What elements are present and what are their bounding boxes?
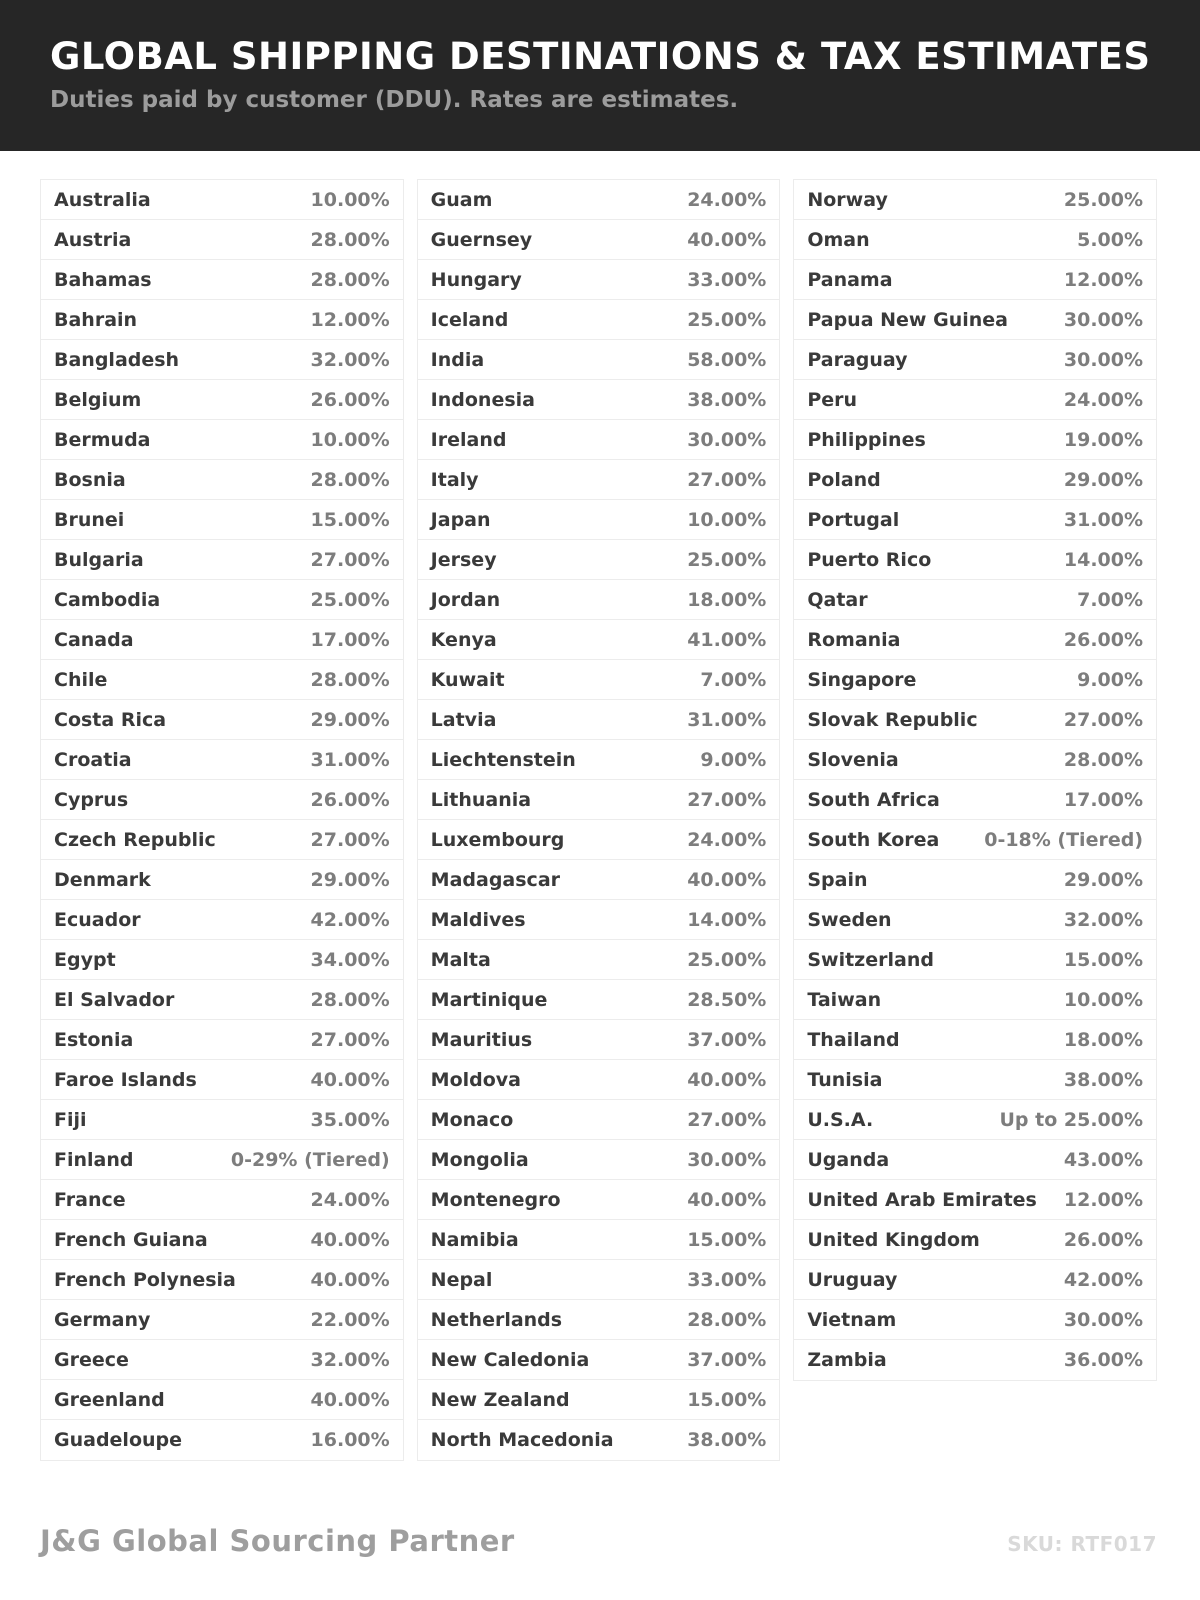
rate-row: [418, 1220, 780, 1260]
country-name: Qatar: [807, 588, 868, 611]
tax-rate: 40.00%: [310, 1388, 390, 1411]
country-name: Bulgaria: [54, 548, 144, 571]
rate-row: [794, 540, 1156, 580]
rate-row: [418, 1420, 780, 1460]
rate-row: [41, 300, 403, 340]
country-name: French Guiana: [54, 1228, 208, 1251]
rate-row: [418, 1380, 780, 1420]
rate-row: [41, 1340, 403, 1380]
rate-row: [418, 180, 780, 220]
country-name: Italy: [430, 468, 479, 491]
country-name: Netherlands: [430, 1308, 563, 1331]
rate-row: [794, 860, 1156, 900]
tax-rate: 29.00%: [1063, 868, 1144, 891]
rate-row: [794, 460, 1156, 500]
country-name: Indonesia: [430, 388, 535, 411]
country-name: Oman: [807, 228, 870, 251]
tax-rate: 10.00%: [310, 428, 390, 451]
tax-rate: 40.00%: [310, 1228, 390, 1251]
country-name: Romania: [807, 628, 901, 651]
tax-rate: 37.00%: [687, 1348, 767, 1371]
tax-rate: 40.00%: [687, 1188, 767, 1211]
tax-rate: 0-29% (Tiered): [230, 1148, 390, 1171]
country-name: Cyprus: [54, 788, 129, 811]
country-name: Egypt: [54, 948, 116, 971]
tax-rate: 10.00%: [687, 508, 767, 531]
rate-row: [418, 260, 780, 300]
country-name: El Salvador: [54, 988, 175, 1011]
tax-rate: 5.00%: [1077, 228, 1144, 251]
country-name: Bahrain: [54, 308, 138, 331]
country-name: Uganda: [807, 1148, 890, 1171]
country-name: Cambodia: [54, 588, 161, 611]
country-name: Slovak Republic: [807, 708, 978, 731]
rate-row: [418, 540, 780, 580]
country-name: Tunisia: [807, 1068, 883, 1091]
rate-row: [418, 220, 780, 260]
rate-row: [41, 260, 403, 300]
country-name: Germany: [54, 1308, 151, 1331]
tax-rate: 58.00%: [687, 348, 767, 371]
tax-rate: 19.00%: [1063, 428, 1144, 451]
tax-rate: 10.00%: [310, 188, 390, 211]
tax-rate: 12.00%: [1063, 268, 1144, 291]
tax-rate: 27.00%: [687, 1108, 767, 1131]
rate-row: [41, 540, 403, 580]
country-name: U.S.A.: [807, 1108, 874, 1131]
rate-row: [418, 1180, 780, 1220]
rate-row: [418, 700, 780, 740]
tax-rate: 25.00%: [1063, 188, 1144, 211]
rate-row: [41, 980, 403, 1020]
tax-rate: 43.00%: [1063, 1148, 1144, 1171]
country-name: Bahamas: [54, 268, 152, 291]
rate-row: [418, 340, 780, 380]
tax-rate: 15.00%: [687, 1228, 767, 1251]
country-name: Portugal: [807, 508, 900, 531]
rate-row: [794, 580, 1156, 620]
country-name: Bangladesh: [54, 348, 180, 371]
tax-rate: 38.00%: [687, 1429, 767, 1451]
tax-rate: 28.00%: [310, 228, 390, 251]
country-name: United Arab Emirates: [807, 1188, 1037, 1211]
tax-rate: 28.00%: [310, 668, 390, 691]
country-name: Namibia: [430, 1228, 519, 1251]
tax-rate: 24.00%: [687, 188, 767, 211]
country-name: Madagascar: [430, 868, 561, 891]
rate-row: [794, 220, 1156, 260]
country-name: Moldova: [430, 1068, 522, 1091]
tax-rate: 30.00%: [1063, 308, 1144, 331]
rate-row: [794, 380, 1156, 420]
rate-row: [794, 980, 1156, 1020]
tax-rate: 17.00%: [1063, 788, 1144, 811]
rate-row: [794, 420, 1156, 460]
rate-row: [41, 940, 403, 980]
rate-row: [418, 1340, 780, 1380]
country-name: Costa Rica: [54, 708, 167, 731]
tax-rate: 40.00%: [687, 228, 767, 251]
tax-rate: 30.00%: [687, 428, 767, 451]
tax-rate: 25.00%: [687, 308, 767, 331]
rate-row: [418, 1260, 780, 1300]
rate-row: [41, 780, 403, 820]
country-name: Faroe Islands: [54, 1068, 197, 1091]
tax-rate: 9.00%: [1077, 668, 1144, 691]
tax-rate: 14.00%: [687, 908, 767, 931]
tax-rate: 38.00%: [687, 388, 767, 411]
rate-row: [794, 1140, 1156, 1180]
tax-rate: 26.00%: [310, 788, 390, 811]
tax-rate: 33.00%: [687, 268, 767, 291]
country-name: Guam: [430, 188, 493, 211]
country-name: Canada: [54, 628, 134, 651]
tax-rate: 18.00%: [1063, 1028, 1144, 1051]
country-name: Estonia: [54, 1028, 134, 1051]
rate-row: [41, 500, 403, 540]
tax-rate: 35.00%: [310, 1108, 390, 1131]
rate-row: [418, 900, 780, 940]
rate-row: [418, 780, 780, 820]
rate-row: [794, 1260, 1156, 1300]
rate-row: [794, 660, 1156, 700]
tax-rate: 18.00%: [687, 588, 767, 611]
rate-row: [794, 1300, 1156, 1340]
country-name: Belgium: [54, 388, 142, 411]
country-name: Czech Republic: [54, 828, 216, 851]
tax-rate: 28.00%: [310, 988, 390, 1011]
tax-rate: 16.00%: [310, 1429, 390, 1451]
sku-label: SKU: RTF017: [1007, 1532, 1157, 1556]
country-name: Zambia: [807, 1349, 887, 1371]
rate-row: [794, 180, 1156, 220]
tax-rate: 15.00%: [310, 508, 390, 531]
tax-rate: 27.00%: [310, 548, 390, 571]
country-name: Montenegro: [430, 1188, 561, 1211]
rate-row: [41, 1100, 403, 1140]
tax-rate: 25.00%: [687, 548, 767, 571]
country-name: Brunei: [54, 508, 125, 531]
rate-row: [794, 260, 1156, 300]
tax-rate: 27.00%: [687, 468, 767, 491]
rate-row: [41, 860, 403, 900]
country-name: Singapore: [807, 668, 917, 691]
tax-rate: 24.00%: [310, 1188, 390, 1211]
tax-rate: 40.00%: [310, 1268, 390, 1291]
page-title: GLOBAL SHIPPING DESTINATIONS & TAX ESTIMATES: [50, 35, 1151, 78]
header-banner: [0, 0, 1200, 151]
rate-row: [794, 620, 1156, 660]
country-name: Iceland: [430, 308, 509, 331]
rate-row: [41, 740, 403, 780]
country-name: North Macedonia: [430, 1429, 614, 1451]
country-name: Latvia: [430, 708, 497, 731]
rates-column-2: [417, 179, 781, 1461]
country-name: South Korea: [807, 828, 940, 851]
tax-rate: 42.00%: [1063, 1268, 1144, 1291]
country-name: Thailand: [807, 1028, 900, 1051]
tax-rate: 12.00%: [1063, 1188, 1144, 1211]
rate-row: [418, 620, 780, 660]
country-name: Malta: [430, 948, 491, 971]
rate-row: [794, 1220, 1156, 1260]
country-name: Vietnam: [807, 1308, 897, 1331]
rate-row: [41, 1380, 403, 1420]
rate-row: [41, 700, 403, 740]
rate-row: [41, 1180, 403, 1220]
country-name: Bermuda: [54, 428, 151, 451]
tax-rate: 40.00%: [310, 1068, 390, 1091]
tax-rate: 31.00%: [1063, 508, 1144, 531]
rate-row: [41, 420, 403, 460]
rate-row: [41, 1220, 403, 1260]
rate-row: [41, 1060, 403, 1100]
tax-rate: 12.00%: [310, 308, 390, 331]
rate-row: [794, 700, 1156, 740]
tax-rate: 32.00%: [1063, 908, 1144, 931]
footer: [40, 1524, 1157, 1558]
page-subtitle: Duties paid by customer (DDU). Rates are estimates.: [50, 86, 739, 113]
country-name: Fiji: [54, 1108, 87, 1131]
rate-row: [418, 1300, 780, 1340]
country-name: French Polynesia: [54, 1268, 236, 1291]
tax-rate: 40.00%: [687, 868, 767, 891]
tax-rate: 24.00%: [1063, 388, 1144, 411]
country-name: Monaco: [430, 1108, 514, 1131]
tax-rate: 25.00%: [687, 948, 767, 971]
country-name: Slovenia: [807, 748, 899, 771]
tax-rate: 26.00%: [1063, 1228, 1144, 1251]
rate-row: [41, 380, 403, 420]
country-name: Maldives: [430, 908, 526, 931]
rate-row: [794, 1340, 1156, 1380]
tax-rate: 29.00%: [1063, 468, 1144, 491]
country-name: Spain: [807, 868, 868, 891]
tax-rate: 0-18% (Tiered): [984, 828, 1144, 851]
country-name: Hungary: [430, 268, 522, 291]
rate-row: [418, 860, 780, 900]
rates-table: [40, 179, 1157, 1461]
rate-row: [41, 900, 403, 940]
rate-row: [41, 180, 403, 220]
country-name: Nepal: [430, 1268, 493, 1291]
country-name: Paraguay: [807, 348, 908, 371]
rate-row: [794, 900, 1156, 940]
tax-rate: 28.50%: [687, 988, 767, 1011]
rate-row: [794, 940, 1156, 980]
country-name: Papua New Guinea: [807, 308, 1008, 331]
country-name: India: [430, 348, 485, 371]
tax-rate: 31.00%: [310, 748, 390, 771]
tax-rate: 36.00%: [1063, 1349, 1144, 1371]
rate-row: [418, 1100, 780, 1140]
country-name: Peru: [807, 388, 858, 411]
tax-rate: 41.00%: [687, 628, 767, 651]
country-name: Puerto Rico: [807, 548, 932, 571]
country-name: Luxembourg: [430, 828, 565, 851]
rate-row: [794, 780, 1156, 820]
rate-row: [41, 820, 403, 860]
tax-rate: 30.00%: [1063, 1308, 1144, 1331]
rate-row: [794, 500, 1156, 540]
tax-rate: 27.00%: [310, 828, 390, 851]
country-name: Denmark: [54, 868, 151, 891]
country-name: Poland: [807, 468, 881, 491]
tax-rate: 22.00%: [310, 1308, 390, 1331]
country-name: Greece: [54, 1348, 129, 1371]
rate-row: [41, 220, 403, 260]
country-name: Liechtenstein: [430, 748, 576, 771]
tax-rate: 7.00%: [1077, 588, 1144, 611]
country-name: Chile: [54, 668, 108, 691]
tax-rate: 38.00%: [1063, 1068, 1144, 1091]
rate-row: [41, 1260, 403, 1300]
tax-rate: 30.00%: [687, 1148, 767, 1171]
rate-row: [418, 300, 780, 340]
rate-row: [418, 1140, 780, 1180]
tax-rate: 27.00%: [310, 1028, 390, 1051]
rate-row: [794, 1180, 1156, 1220]
country-name: Ecuador: [54, 908, 141, 931]
rate-row: [418, 1020, 780, 1060]
rate-row: [418, 660, 780, 700]
tax-rate: 42.00%: [310, 908, 390, 931]
tax-rate: 33.00%: [687, 1268, 767, 1291]
rate-row: [418, 420, 780, 460]
tax-rate: 28.00%: [310, 268, 390, 291]
rate-row: [418, 980, 780, 1020]
tax-rate: 29.00%: [310, 708, 390, 731]
tax-rate: 29.00%: [310, 868, 390, 891]
country-name: Australia: [54, 188, 151, 211]
tax-rate: 34.00%: [310, 948, 390, 971]
rate-row: [418, 820, 780, 860]
tax-rate: 17.00%: [310, 628, 390, 651]
country-name: Kuwait: [430, 668, 505, 691]
country-name: Jordan: [430, 588, 501, 611]
country-name: France: [54, 1188, 126, 1211]
tax-rate: 32.00%: [310, 348, 390, 371]
country-name: New Caledonia: [430, 1348, 590, 1371]
tax-rate: 40.00%: [687, 1068, 767, 1091]
rate-row: [794, 820, 1156, 860]
rate-row: [418, 740, 780, 780]
country-name: Austria: [54, 228, 132, 251]
rates-column-3: [793, 179, 1157, 1381]
rate-row: [41, 1420, 403, 1460]
tax-rate: 15.00%: [687, 1388, 767, 1411]
tax-rate: 26.00%: [310, 388, 390, 411]
tax-rate: 9.00%: [700, 748, 767, 771]
rate-row: [418, 460, 780, 500]
rate-row: [794, 300, 1156, 340]
brand-name: J&G Global Sourcing Partner: [40, 1524, 515, 1558]
tax-rate: Up to 25.00%: [999, 1108, 1144, 1131]
tax-rate: 26.00%: [1063, 628, 1144, 651]
country-name: Mauritius: [430, 1028, 533, 1051]
tax-rate: 14.00%: [1063, 548, 1144, 571]
tax-rate: 28.00%: [1063, 748, 1144, 771]
tax-rate: 37.00%: [687, 1028, 767, 1051]
country-name: Kenya: [430, 628, 497, 651]
country-name: United Kingdom: [807, 1228, 980, 1251]
rate-row: [41, 660, 403, 700]
country-name: Lithuania: [430, 788, 532, 811]
country-name: Ireland: [430, 428, 507, 451]
country-name: Taiwan: [807, 988, 882, 1011]
rate-row: [41, 580, 403, 620]
country-name: Finland: [54, 1148, 134, 1171]
tax-rate: 30.00%: [1063, 348, 1144, 371]
tax-rate: 28.00%: [310, 468, 390, 491]
country-name: New Zealand: [430, 1388, 570, 1411]
rate-row: [794, 1020, 1156, 1060]
rate-row: [41, 620, 403, 660]
rates-column-1: [40, 179, 404, 1461]
country-name: Uruguay: [807, 1268, 898, 1291]
tax-rate: 24.00%: [687, 828, 767, 851]
rate-row: [41, 1020, 403, 1060]
rate-row: [794, 740, 1156, 780]
tax-rate: 28.00%: [687, 1308, 767, 1331]
tax-rate: 27.00%: [1063, 708, 1144, 731]
country-name: Mongolia: [430, 1148, 529, 1171]
country-name: Jersey: [430, 548, 497, 571]
rate-row: [418, 940, 780, 980]
tax-rate: 32.00%: [310, 1348, 390, 1371]
country-name: Norway: [807, 188, 888, 211]
country-name: Bosnia: [54, 468, 126, 491]
tax-rate: 25.00%: [310, 588, 390, 611]
country-name: Sweden: [807, 908, 892, 931]
country-name: Guernsey: [430, 228, 533, 251]
rate-row: [418, 1060, 780, 1100]
country-name: Martinique: [430, 988, 548, 1011]
tax-rate: 27.00%: [687, 788, 767, 811]
rate-row: [794, 1060, 1156, 1100]
rate-row: [794, 340, 1156, 380]
rate-row: [41, 460, 403, 500]
tax-rate: 10.00%: [1063, 988, 1144, 1011]
country-name: Switzerland: [807, 948, 934, 971]
rate-row: [418, 580, 780, 620]
rate-row: [41, 1300, 403, 1340]
country-name: Philippines: [807, 428, 926, 451]
country-name: South Africa: [807, 788, 940, 811]
country-name: Panama: [807, 268, 893, 291]
country-name: Greenland: [54, 1388, 165, 1411]
rate-row: [41, 1140, 403, 1180]
tax-rate: 15.00%: [1063, 948, 1144, 971]
country-name: Croatia: [54, 748, 132, 771]
rate-row: [418, 500, 780, 540]
rate-row: [418, 380, 780, 420]
country-name: Japan: [430, 508, 491, 531]
country-name: Guadeloupe: [54, 1429, 183, 1451]
tax-rate: 7.00%: [700, 668, 767, 691]
rate-row: [41, 340, 403, 380]
tax-rate: 31.00%: [687, 708, 767, 731]
rate-row: [794, 1100, 1156, 1140]
